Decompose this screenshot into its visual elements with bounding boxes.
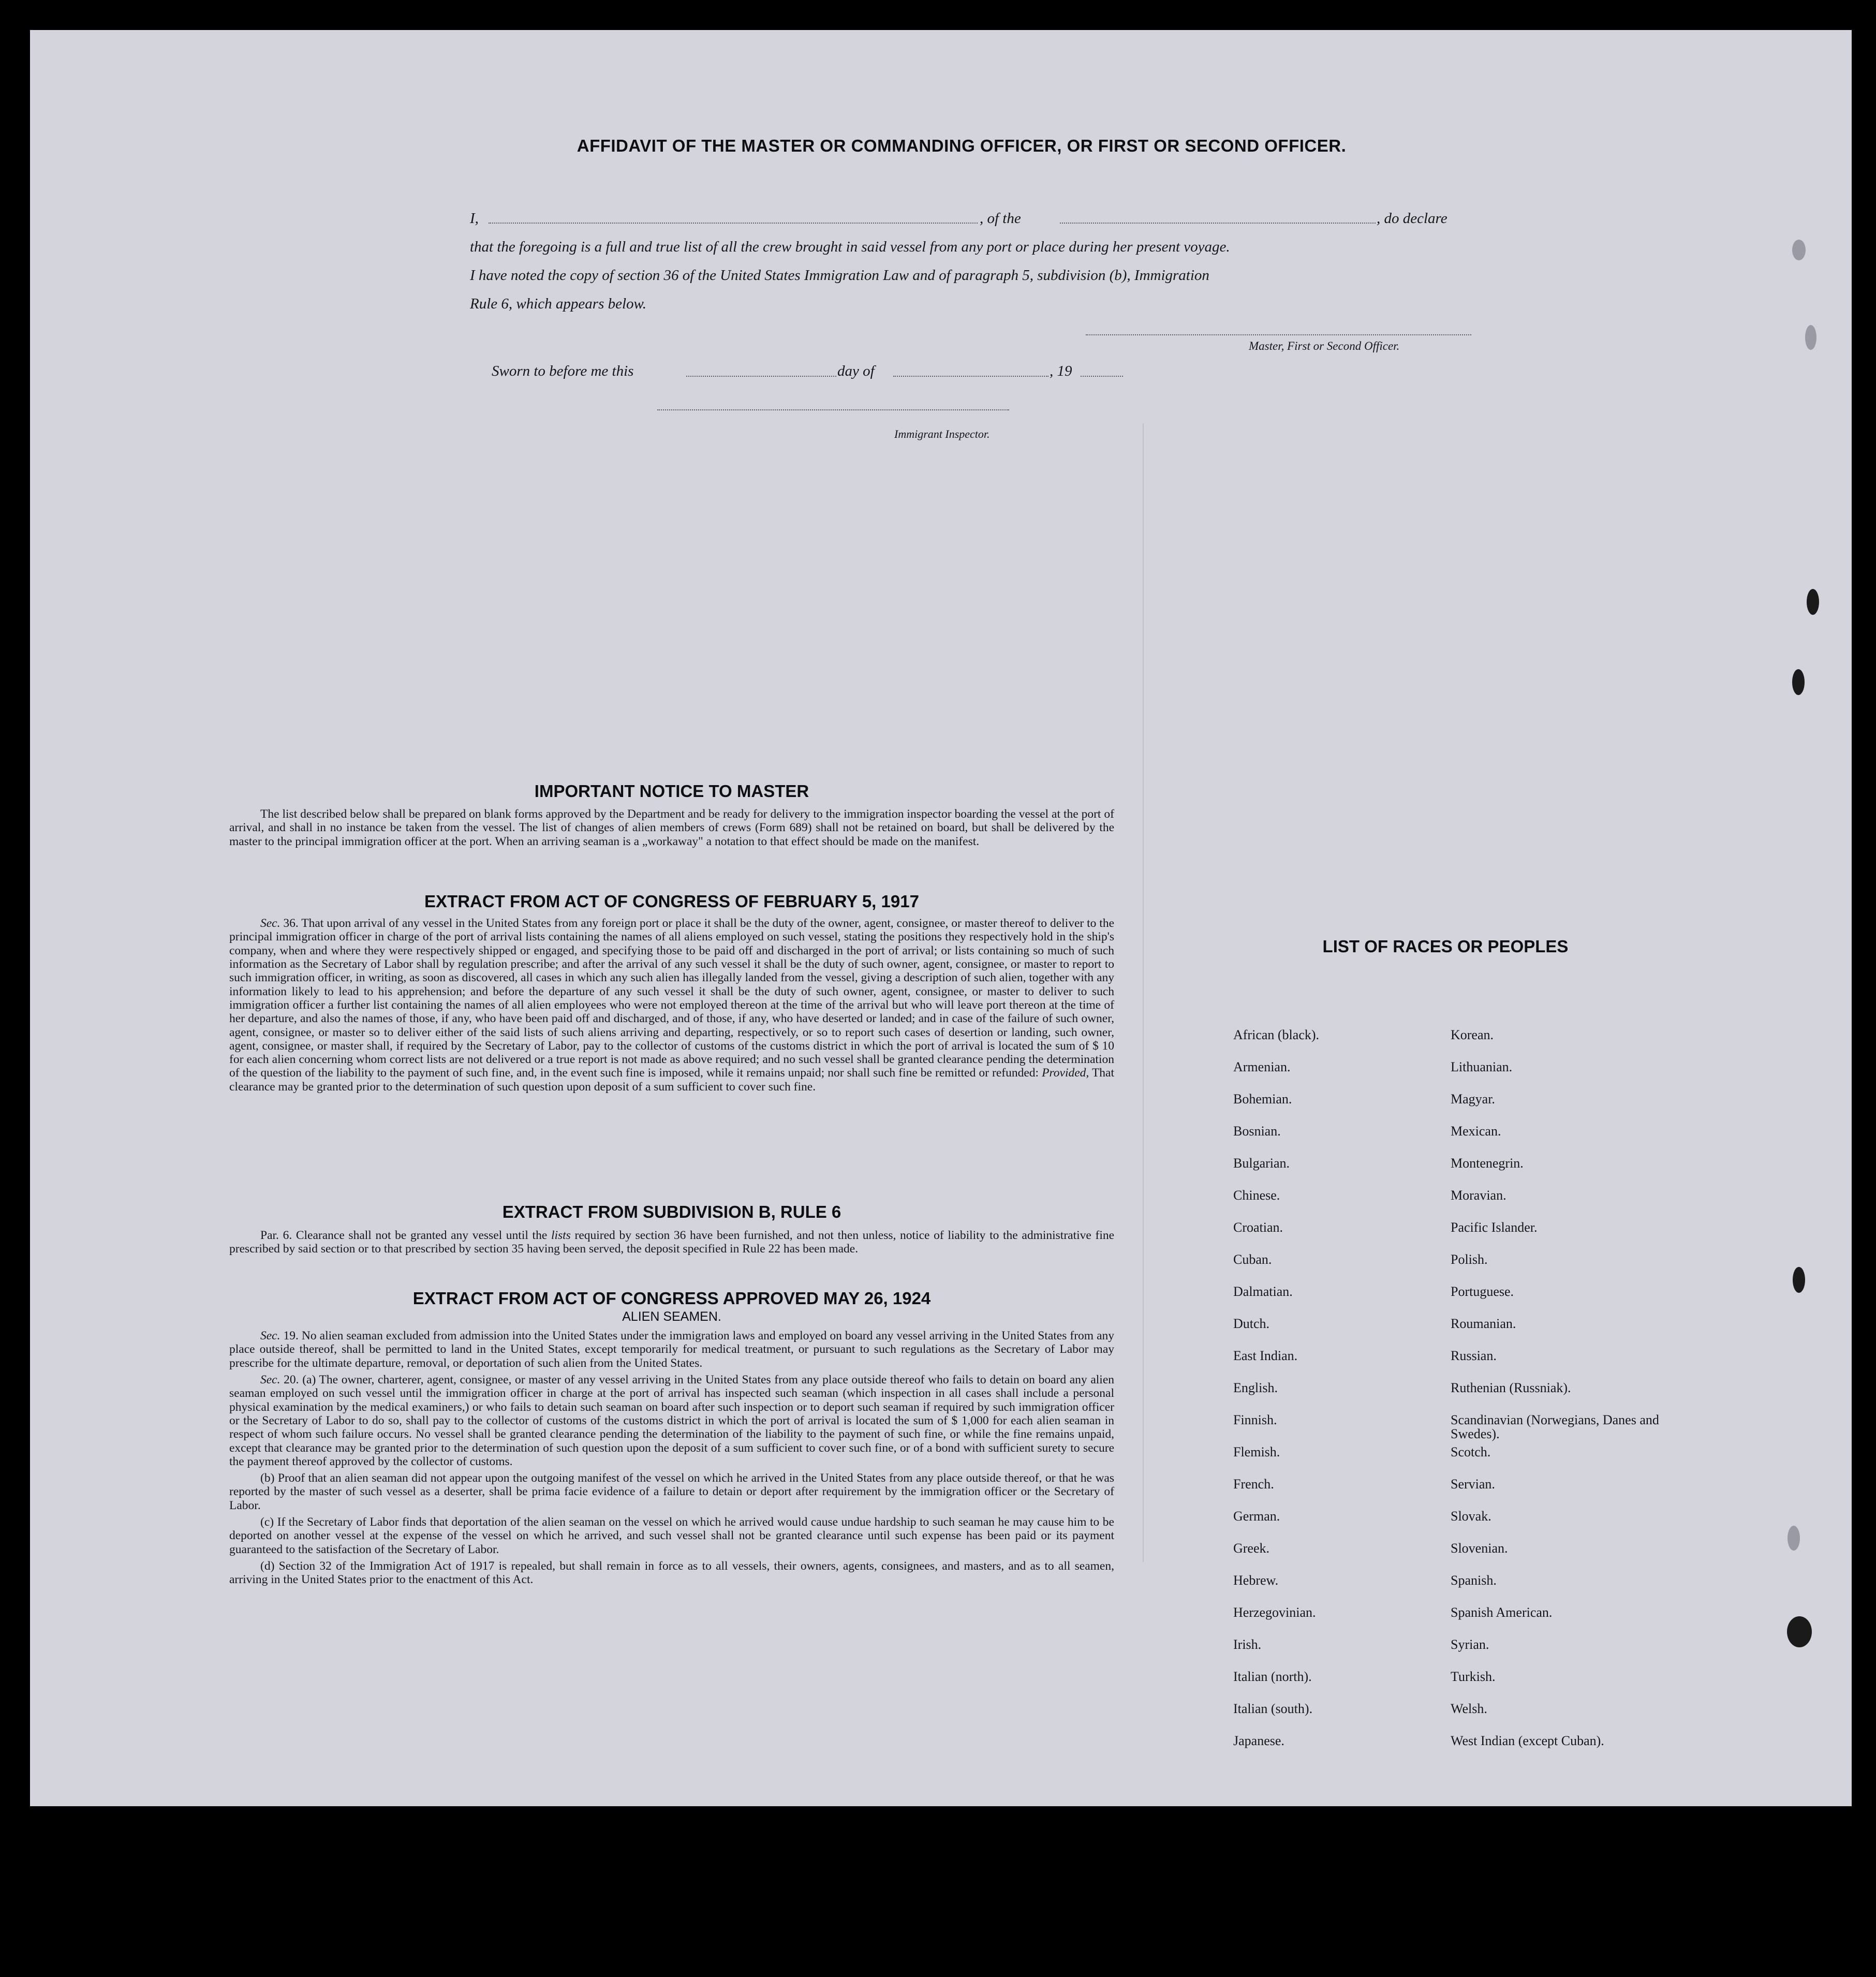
affidavit-of-the: , of the — [980, 210, 1021, 227]
sec-20a-paragraph — [229, 1373, 1114, 1468]
race-entry: Greek. — [1233, 1541, 1270, 1556]
rule-6-text-a: Par. 6. Clearance shall not be granted any vessel until the — [260, 1229, 548, 1242]
affidavit-declare: , do declare — [1377, 210, 1447, 227]
race-entry: French. — [1233, 1477, 1274, 1492]
sec-20b-paragraph: (b) Proof that an alien seaman did not appear upon the outgoing manifest of the vessel on which he arrived in the United States from any place outside thereof, or that he was reported by the master of such vessel as a deserter, shall be prima facie evidence of a failure to detain or deport after requirement by the immigration officer or the Secretary of Labor. — [229, 1471, 1114, 1512]
sworn-label: Sworn to before me this — [492, 363, 634, 379]
race-entry: Italian (south). — [1233, 1701, 1313, 1716]
affidavit-line-4: Rule 6, which appears below. — [470, 296, 646, 312]
rule-6-text-b: required by section 36 have been furnished, and not then unless, notice of liability to the administrative fine prescribed by said section or to that prescribed by section 35 having been served, the deposit specified in Rule 22 has been made. — [229, 1229, 1115, 1256]
sec-19-paragraph — [229, 1329, 1114, 1370]
inspector-line — [657, 409, 1009, 410]
race-entry: Polish. — [1451, 1252, 1488, 1267]
race-entry: Moravian. — [1451, 1188, 1506, 1203]
sec-19-text: 19. No alien seaman excluded from admission into the United States under the immigration laws and employed on board any vessel arriving in the United States from any place outside thereof, shall be permitted to land in the United States, except temporarily for medical treatment, or pursuant to such regulations as the Secretary of Labor may prescribe for the ultimate departure, removal, or deportation of such alien from the United States. — [229, 1329, 1115, 1370]
race-entry: Herzegovinian. — [1233, 1605, 1316, 1620]
act-1924-subtitle: ALIEN SEAMEN. — [622, 1309, 721, 1324]
race-entry: Spanish American. — [1451, 1605, 1553, 1620]
race-entry: Slovenian. — [1451, 1541, 1508, 1556]
race-entry: Korean. — [1451, 1027, 1494, 1042]
punch-hole — [1807, 589, 1819, 615]
punch-hole — [1792, 240, 1806, 260]
race-entry: African (black). — [1233, 1027, 1320, 1042]
sworn-month-line — [893, 376, 1048, 377]
race-entry: Italian (north). — [1233, 1669, 1312, 1684]
races-title: LIST OF RACES OR PEOPLES — [1322, 937, 1569, 956]
vessel-blank-line — [1060, 223, 1376, 224]
affidavit-title: AFFIDAVIT OF THE MASTER OR COMMANDING OFFICER, OR FIRST OR SECOND OFFICER. — [577, 136, 1347, 155]
sec-label: Sec. — [260, 917, 280, 930]
affidavit-line-3: I have noted the copy of section 36 of the United States Immigration Law and of paragraph 5, subdivision (b), Immigration — [470, 267, 1209, 284]
races-right-column — [1451, 1028, 1668, 1766]
rule-6-text — [229, 1229, 1114, 1259]
race-entry: Pacific Islander. — [1451, 1220, 1538, 1235]
race-entry: Dalmatian. — [1233, 1284, 1293, 1299]
lists-label: lists — [551, 1229, 571, 1242]
sworn-day-line — [686, 376, 836, 377]
year-label: , 19 — [1050, 363, 1072, 379]
race-entry: Russian. — [1451, 1348, 1497, 1363]
punch-hole — [1788, 1526, 1800, 1551]
race-entry: Mexican. — [1451, 1124, 1501, 1139]
act-1924-title: EXTRACT FROM ACT OF CONGRESS APPROVED MAY 26, 1924 — [412, 1289, 931, 1308]
punch-hole — [1793, 1267, 1805, 1293]
races-left-column — [1233, 1028, 1451, 1766]
race-entry: Montenegrin. — [1451, 1156, 1524, 1171]
document-sheet — [30, 30, 1852, 1806]
race-entry: Japanese. — [1233, 1733, 1284, 1748]
race-entry: Croatian. — [1233, 1220, 1283, 1235]
sec-20d-paragraph: (d) Section 32 of the Immigration Act of 1917 is repealed, but shall remain in force as to all vessels, their owners, agents, consignees, and masters, and as to all seamen, arriving in the United States prior to the enactment of this Act. — [229, 1559, 1114, 1587]
race-entry: Scotch. — [1451, 1444, 1491, 1459]
race-entry: Welsh. — [1451, 1701, 1487, 1716]
punch-hole — [1805, 325, 1816, 350]
race-entry: Finnish. — [1233, 1412, 1277, 1427]
race-entry: Chinese. — [1233, 1188, 1280, 1203]
race-entry: Flemish. — [1233, 1444, 1280, 1459]
provided-label: Provided, — [1042, 1066, 1089, 1080]
race-entry: Irish. — [1233, 1637, 1262, 1652]
race-entry: English. — [1233, 1380, 1278, 1395]
rule-6-paragraph — [229, 1229, 1114, 1256]
signature-line — [1086, 334, 1471, 335]
sec-20c-paragraph: (c) If the Secretary of Labor finds that deportation of the alien seaman on the vessel on which he arrived would cause undue hardship to such seaman he may cause him to be deported on another vessel at the expense of the vessel on which he arrived, and such vessel shall not be granted clearance until such expense has been paid or its payment guaranteed to the satisfaction of the Secretary of Labor. — [229, 1515, 1114, 1556]
race-entry: East Indian. — [1233, 1348, 1298, 1363]
act-1917-text — [229, 917, 1114, 1097]
act-1917-paragraph — [229, 917, 1114, 1094]
race-entry: Bulgarian. — [1233, 1156, 1290, 1171]
rule-6-title: EXTRACT FROM SUBDIVISION B, RULE 6 — [502, 1202, 841, 1221]
race-entry: Portuguese. — [1451, 1284, 1514, 1299]
day-of-label: day of — [837, 363, 875, 379]
punch-hole — [1787, 1616, 1812, 1647]
sec-36-end: That clearance may be granted prior to the determination of such question upon deposit of a sum sufficient to cover such fine. — [229, 1066, 1115, 1094]
race-entry: Hebrew. — [1233, 1573, 1279, 1588]
inspector-label: Immigrant Inspector. — [894, 427, 990, 440]
race-entry: Dutch. — [1233, 1316, 1270, 1331]
sec-20a-text: 20. (a) The owner, charterer, agent, consignee, or master of any vessel arriving in the United States from any place outside thereof who fails to detain on board any alien seaman employed on such vessel until the immigration officer in charge at the port of arrival has inspected such seaman (which inspection in all cases shall include a personal physical examination by the medical examiners,) or who fails to detain such seaman on board after such inspection or to deport such seaman if required by such immigration officer or the Secretary of Labor to do so, shall pay to the collector of customs of the customs district in which the port of arrival is located the sum of $ 1,000 for each alien seaman in respect of whom such failure occurs. No vessel shall be granted clearance pending the determination of the liability to the payment of such fine, or while the fine remains unpaid, except that clearance may be granted prior to the determination of such question upon the deposit of a sum sufficient to cover such fine, or of a bond with sufficient surety to secure the payment thereof approved by the collector of customs. — [229, 1373, 1115, 1468]
sec-19-label: Sec. — [260, 1329, 280, 1342]
punch-hole — [1792, 669, 1805, 695]
race-entry: Lithuanian. — [1451, 1059, 1513, 1074]
signature-label: Master, First or Second Officer. — [1249, 340, 1400, 352]
name-blank-line — [489, 223, 978, 224]
race-entry: Slovak. — [1451, 1509, 1491, 1524]
act-1917-title: EXTRACT FROM ACT OF CONGRESS OF FEBRUARY 5, 1917 — [424, 892, 919, 911]
affidavit-line-2: that the foregoing is a full and true list of all the crew brought in said vessel from any port or place during her present voyage. — [470, 239, 1230, 255]
race-entry: West Indian (except Cuban). — [1451, 1733, 1604, 1748]
notice-title: IMPORTANT NOTICE TO MASTER — [534, 781, 809, 801]
race-entry: German. — [1233, 1509, 1280, 1524]
race-entry: Cuban. — [1233, 1252, 1272, 1267]
race-entry: Magyar. — [1451, 1091, 1495, 1106]
sworn-year-line — [1081, 376, 1123, 377]
notice-paragraph: The list described below shall be prepared on blank forms approved by the Department and be ready for delivery to the immigration inspector boarding the vessel at the port of arrival, and shall in no instance be taken from the vessel. The list of changes of alien members of crews (Form 689) shall not be retained on board, but shall be delivered by the master to the principal immigration officer at the port. When an arriving seaman is a „workaway" a notation to that effect should be made on the manifest. — [229, 807, 1114, 848]
race-entry: Servian. — [1451, 1477, 1495, 1492]
notice-text — [229, 807, 1114, 851]
race-entry: Armenian. — [1233, 1059, 1291, 1074]
race-entry: Scandinavian (Norwegians, Danes and Swedes). — [1451, 1412, 1659, 1442]
race-entry: Bohemian. — [1233, 1091, 1292, 1106]
race-entry: Ruthenian (Russniak). — [1451, 1380, 1571, 1395]
affidavit-i: I, — [470, 210, 479, 227]
sec-36-text: 36. That upon arrival of any vessel in the United States from any foreign port or place it shall be the duty of the owner, agent, consignee, or master thereof to deliver to the principal immigration officer in charge of the port of arrival lists containing the names of all aliens employed on such vessel, stating the positions they respectively hold in the ship's company, when and where they were respectively shipped or engaged, and specifying those to be paid off and discharged in the port of arrival; or lists containing so much of such information as the Secretary of Labor shall by regulation prescribe; and after the arrival of any such vessel it shall be the duty of such owner, agent, consignee, or master to report to such immigration officer, in writing, as soon as discovered, all cases in which any such alien has illegally landed from the vessel, giving a description of such alien, together with any information likely to lead to his apprehension; and before the departure of any such vessel it shall be the duty of such owner, agent, consignee, or master to deliver to such immigration officer a further list containing the names of all alien employees who were not employed thereon at the time of the arrival but who will leave port thereon at the time of her departure, and also the names of those, if any, who have been paid off and discharged, and of those, if any, who have deserted or landed; and in case of the failure of such owner, agent, consignee, or master so to deliver either of the said lists of such aliens arriving and departing, respectively, or so to report such cases of desertion or landing, such owner, agent, consignee, or master shall, if required by the Secretary of Labor, pay to the collector of customs of the customs district in which the port of arrival is located the sum of $ 10 for each alien concerning whom correct lists are not delivered or a true report is not made as above required; and no such vessel shall be granted clearance pending the determination of the question of the liability to the payment of such fine, and, in the event such fine is imposed, while it remains unpaid; nor shall such fine be remitted or refunded: — [229, 917, 1114, 1080]
race-entry: Bosnian. — [1233, 1124, 1281, 1139]
sec-20-label: Sec. — [260, 1373, 280, 1386]
act-1924-text — [229, 1329, 1114, 1590]
race-entry: Roumanian. — [1451, 1316, 1516, 1331]
race-entry: Syrian. — [1451, 1637, 1489, 1652]
race-entry: Turkish. — [1451, 1669, 1496, 1684]
race-entry: Spanish. — [1451, 1573, 1497, 1588]
